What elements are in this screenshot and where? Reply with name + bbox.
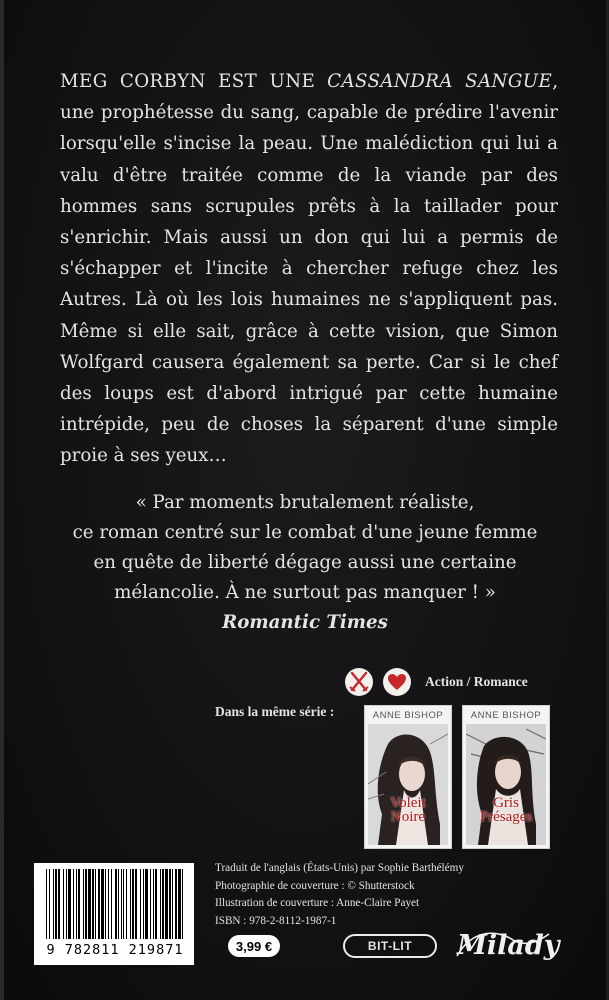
quote-line: ce roman centré sur le combat d'une jeune femme [72,522,538,543]
series-book-2 [462,705,550,849]
review-quote [40,488,570,638]
imprint-logo: BIT-LIT [343,934,437,958]
book-title-line1: Voleit [390,795,426,811]
book-author: ANNE BISHOP [372,710,444,721]
blurb-body: , une prophétesse du sang, capable de prédire l'avenir lorsqu'elle s'incise la peau. Une malédiction qui lui a valu d'être traitée comme de la viande par des hommes sans scrupules prêts à la taillader pour s'enrichir. Mais aussi un don qui lui a permis de s'échapper et l'incite à chercher refuge chez les Autres. Là où les lois humaines ne s'appliquent pas. Même si elle sait, grâce à cette vision, que Simon Wolfgard causera également sa perte. Car si le chef des loups est d'abord intrigué par cette humaine intrépide, peu de choses la séparent d'une simple proie à ses yeux… [60,71,558,467]
credit-photo: Photographie de couverture : © Shutterstock [215,879,415,892]
barcode [34,863,194,965]
book-author: ANNE BISHOP [470,710,542,721]
book-title-line2: Présages [479,809,533,825]
cover-edge-left [0,0,4,1000]
credit-isbn: ISBN : 978-2-8112-1987-1 [215,914,337,927]
genre-row [345,665,528,699]
quote-line: « Par moments brutalement réaliste, [135,492,475,513]
blurb-lead-caps: MEG CORBYN EST UNE [60,71,316,92]
genre-label: Action / Romance [425,674,528,689]
publisher-name: Milady [457,929,560,961]
price-tag: 3,99 € [228,935,280,957]
book-title-line2: Noire [390,809,426,825]
quote-source: Romantic Times [222,612,388,633]
series-book-1 [364,705,452,849]
blurb-lead-italic: CASSANDRA SANGUE [327,71,553,92]
book-title-line1: Gris [493,795,519,811]
book-cover-art [466,724,546,845]
series-label: Dans la même série : [215,704,335,719]
heart-icon [383,668,411,696]
blurb-paragraph [60,66,558,472]
quote-line: mélancolie. À ne surtout pas manquer ! » [114,582,496,603]
credit-illustration: Illustration de couverture : Anne-Claire Payet [215,897,420,910]
crossed-swords-icon [345,668,373,696]
book-cover-art [368,724,448,845]
credit-translation: Traduit de l'anglais (États-Unis) par Sophie Barthélémy [215,862,464,874]
blurb [60,66,558,472]
barcode-bars [34,863,194,943]
publisher-logo [457,922,560,968]
credits [215,860,555,930]
barcode-digits: 9 782811 219871 [46,942,184,958]
quote-line: en quête de liberté dégage aussi une certaine [93,552,517,573]
